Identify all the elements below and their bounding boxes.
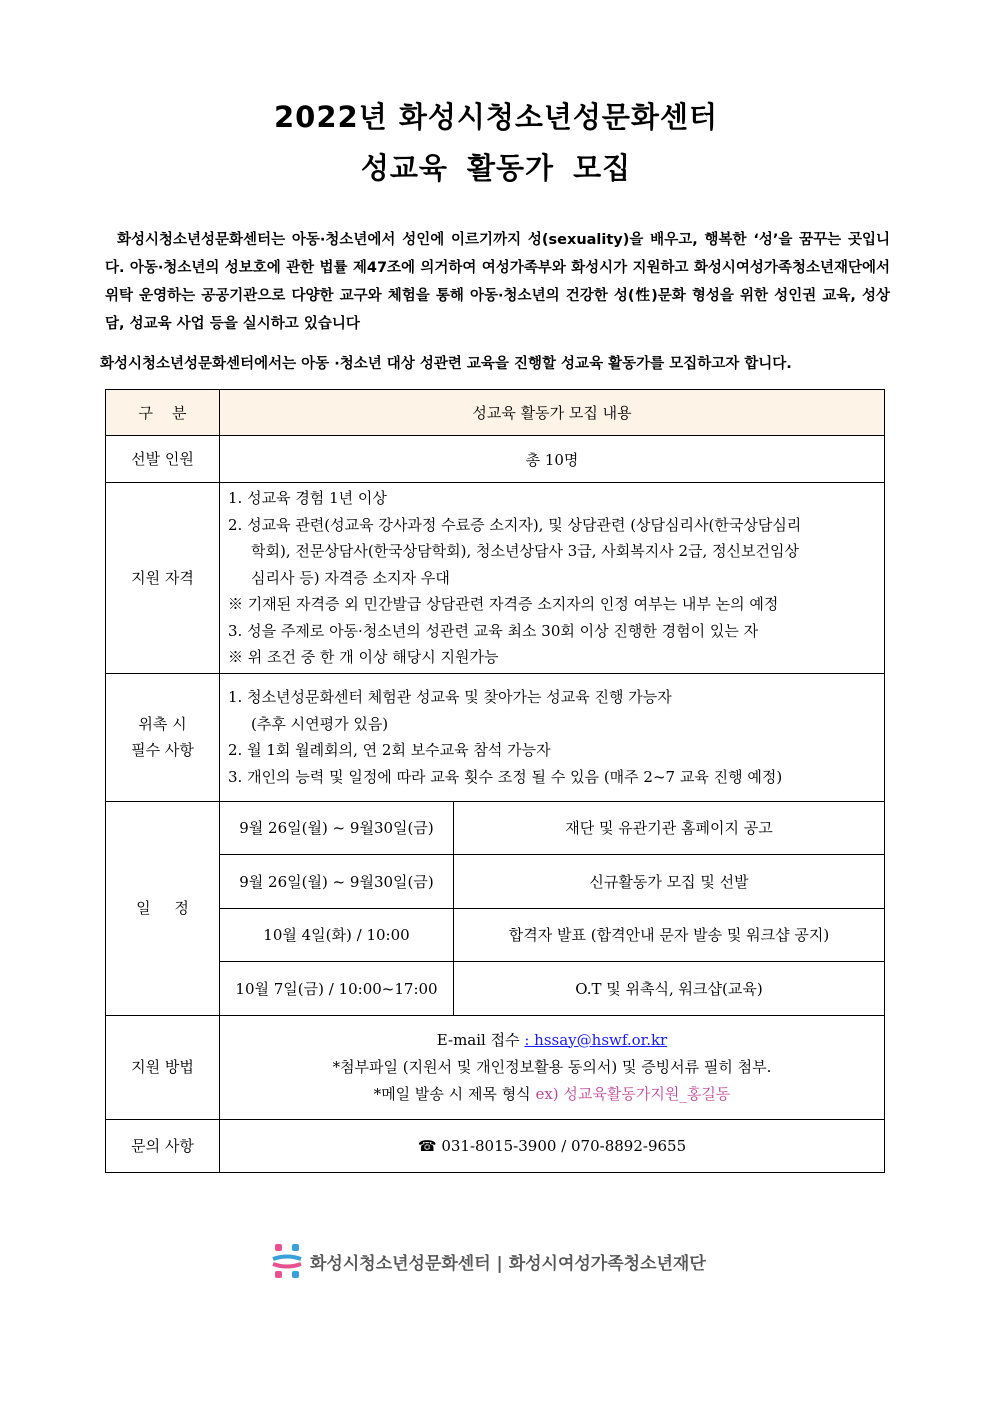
subject-label: *메일 발송 시 제목 형식 — [373, 1084, 536, 1103]
contact-phones — [220, 1119, 885, 1172]
schedule-event: 신규활동가 모집 및 선발 — [454, 855, 885, 909]
schedule-row — [106, 855, 885, 909]
list-item: 1. 성교육 경험 1년 이상 — [228, 489, 387, 507]
header-content: 성교육 활동가 모집 내용 — [220, 390, 885, 436]
qualification-list — [220, 483, 885, 674]
schedule-event: 합격자 발표 (합격안내 문자 발송 및 워크샵 공지) — [454, 908, 885, 962]
schedule-date: 10월 7일(금) / 10:00~17:00 — [220, 962, 454, 1016]
table-row-contact — [106, 1119, 885, 1172]
intro-paragraph — [105, 226, 890, 338]
list-item: 2. 월 1회 월례회의, 연 2회 보수교육 참석 가능자 — [228, 741, 551, 759]
footer — [272, 1244, 706, 1278]
footer-text: 화성시청소년성문화센터 | 화성시여성가족청소년재단 — [310, 1253, 706, 1274]
list-item: 3. 개인의 능력 및 일정에 따라 교육 횟수 조정 될 수 있음 (매주 2~7 교육 진행 예정) — [228, 767, 783, 786]
label-line: 위촉 시 — [138, 715, 187, 733]
lead-sentence: 화성시청소년성문화센터에서는 아동 ·청소년 대상 성관련 교육을 진행할 성교육 활동가를 모집하고자 합니다. — [100, 356, 792, 372]
list-item: 3. 성을 주제로 아동·청소년의 성관련 교육 최소 30회 이상 진행한 경험이 있는 자 — [228, 621, 759, 640]
list-item: 학회), 전문상담사(한국상담학회), 청소년상담사 3급, 사회복지사 2급, 정신보건임상 — [251, 542, 800, 560]
table-row-qualification — [106, 483, 885, 674]
schedule-row — [106, 801, 885, 855]
list-item: ※ 위 조건 중 한 개 이상 해당시 지원가능 — [228, 648, 499, 666]
row-label — [106, 673, 220, 801]
schedule-event: O.T 및 위촉식, 워크샵(교육) — [454, 962, 885, 1016]
schedule-event: 재단 및 유관기관 홈페이지 공고 — [454, 801, 885, 855]
list-item: 심리사 등) 자격증 소지자 우대 — [251, 568, 450, 587]
row-label: 문의 사항 — [106, 1119, 220, 1172]
requirements-list — [220, 673, 885, 801]
phone-icon: ☎ — [417, 1136, 437, 1155]
schedule-row — [106, 962, 885, 1016]
schedule-date: 10월 4일(화) / 10:00 — [220, 908, 454, 962]
table-header-row — [106, 390, 885, 436]
page-subtitle: 성교육 활동가 모집 — [360, 151, 632, 185]
intro-text: 화성시청소년성문화센터는 아동·청소년에서 성인에 이르기까지 성(sexuality)을 배우고, 행복한 ‘성’을 꿈꾸는 곳입니다. 아동·청소년의 성보호에 관한 법률 제47조에 의거하여 여성가족부와 화성시가 지원하고 화성시여성가족청소년재단에서 위탁 운영하는 공공기관으로 다양한 교구와 체험을 통해 아동·청소년의 건강한 성(性)문화 형성을 위한 성인권 교육, 성상담, 성교육 사업 등을 실시하고 있습니다 — [105, 232, 890, 332]
subject-example: ex) 성교육활동가지원_홍길동 — [535, 1084, 731, 1103]
list-item: ※ 기재된 자격증 외 민간발급 상담관련 자격증 소지자의 인정 여부는 내부 논의 예정 — [228, 595, 779, 613]
list-item: 2. 성교육 관련(성교육 강사과정 수료증 소지자), 및 상담관련 (상담심리사(한국상담심리 — [228, 515, 802, 534]
email-label: E-mail 접수 — [436, 1030, 525, 1049]
apply-method — [220, 1015, 885, 1119]
list-item: (추후 시연평가 있음) — [251, 714, 389, 733]
schedule-row — [106, 908, 885, 962]
phone-numbers: 031-8015-3900 / 070-8892-9655 — [441, 1136, 687, 1155]
schedule-date: 9월 26일(월) ~ 9월30일(금) — [220, 801, 454, 855]
row-label: 지원 자격 — [106, 483, 220, 674]
email-link[interactable]: : hssay@hswf.or.kr — [524, 1030, 668, 1049]
list-item: 1. 청소년성문화센터 체험관 성교육 및 찾아가는 성교육 진행 가능자 — [228, 688, 672, 706]
table-row-apply — [106, 1015, 885, 1119]
table-row-selection — [106, 436, 885, 483]
row-label: 일 정 — [106, 801, 220, 1015]
page-title: 2022년 화성시청소년성문화센터 — [274, 100, 718, 134]
header-category: 구 분 — [106, 390, 220, 436]
label-line: 필수 사항 — [131, 741, 194, 759]
selection-count: 총 10명 — [220, 436, 885, 483]
row-label: 지원 방법 — [106, 1015, 220, 1119]
recruitment-table — [105, 389, 885, 1173]
schedule-date: 9월 26일(월) ~ 9월30일(금) — [220, 855, 454, 909]
table-row-requirements — [106, 673, 885, 801]
row-label: 선발 인원 — [106, 436, 220, 483]
logo-icon — [272, 1244, 302, 1278]
attachment-note: *첨부파일 (지원서 및 개인정보활용 동의서) 및 증빙서류 필히 첨부. — [332, 1057, 772, 1076]
